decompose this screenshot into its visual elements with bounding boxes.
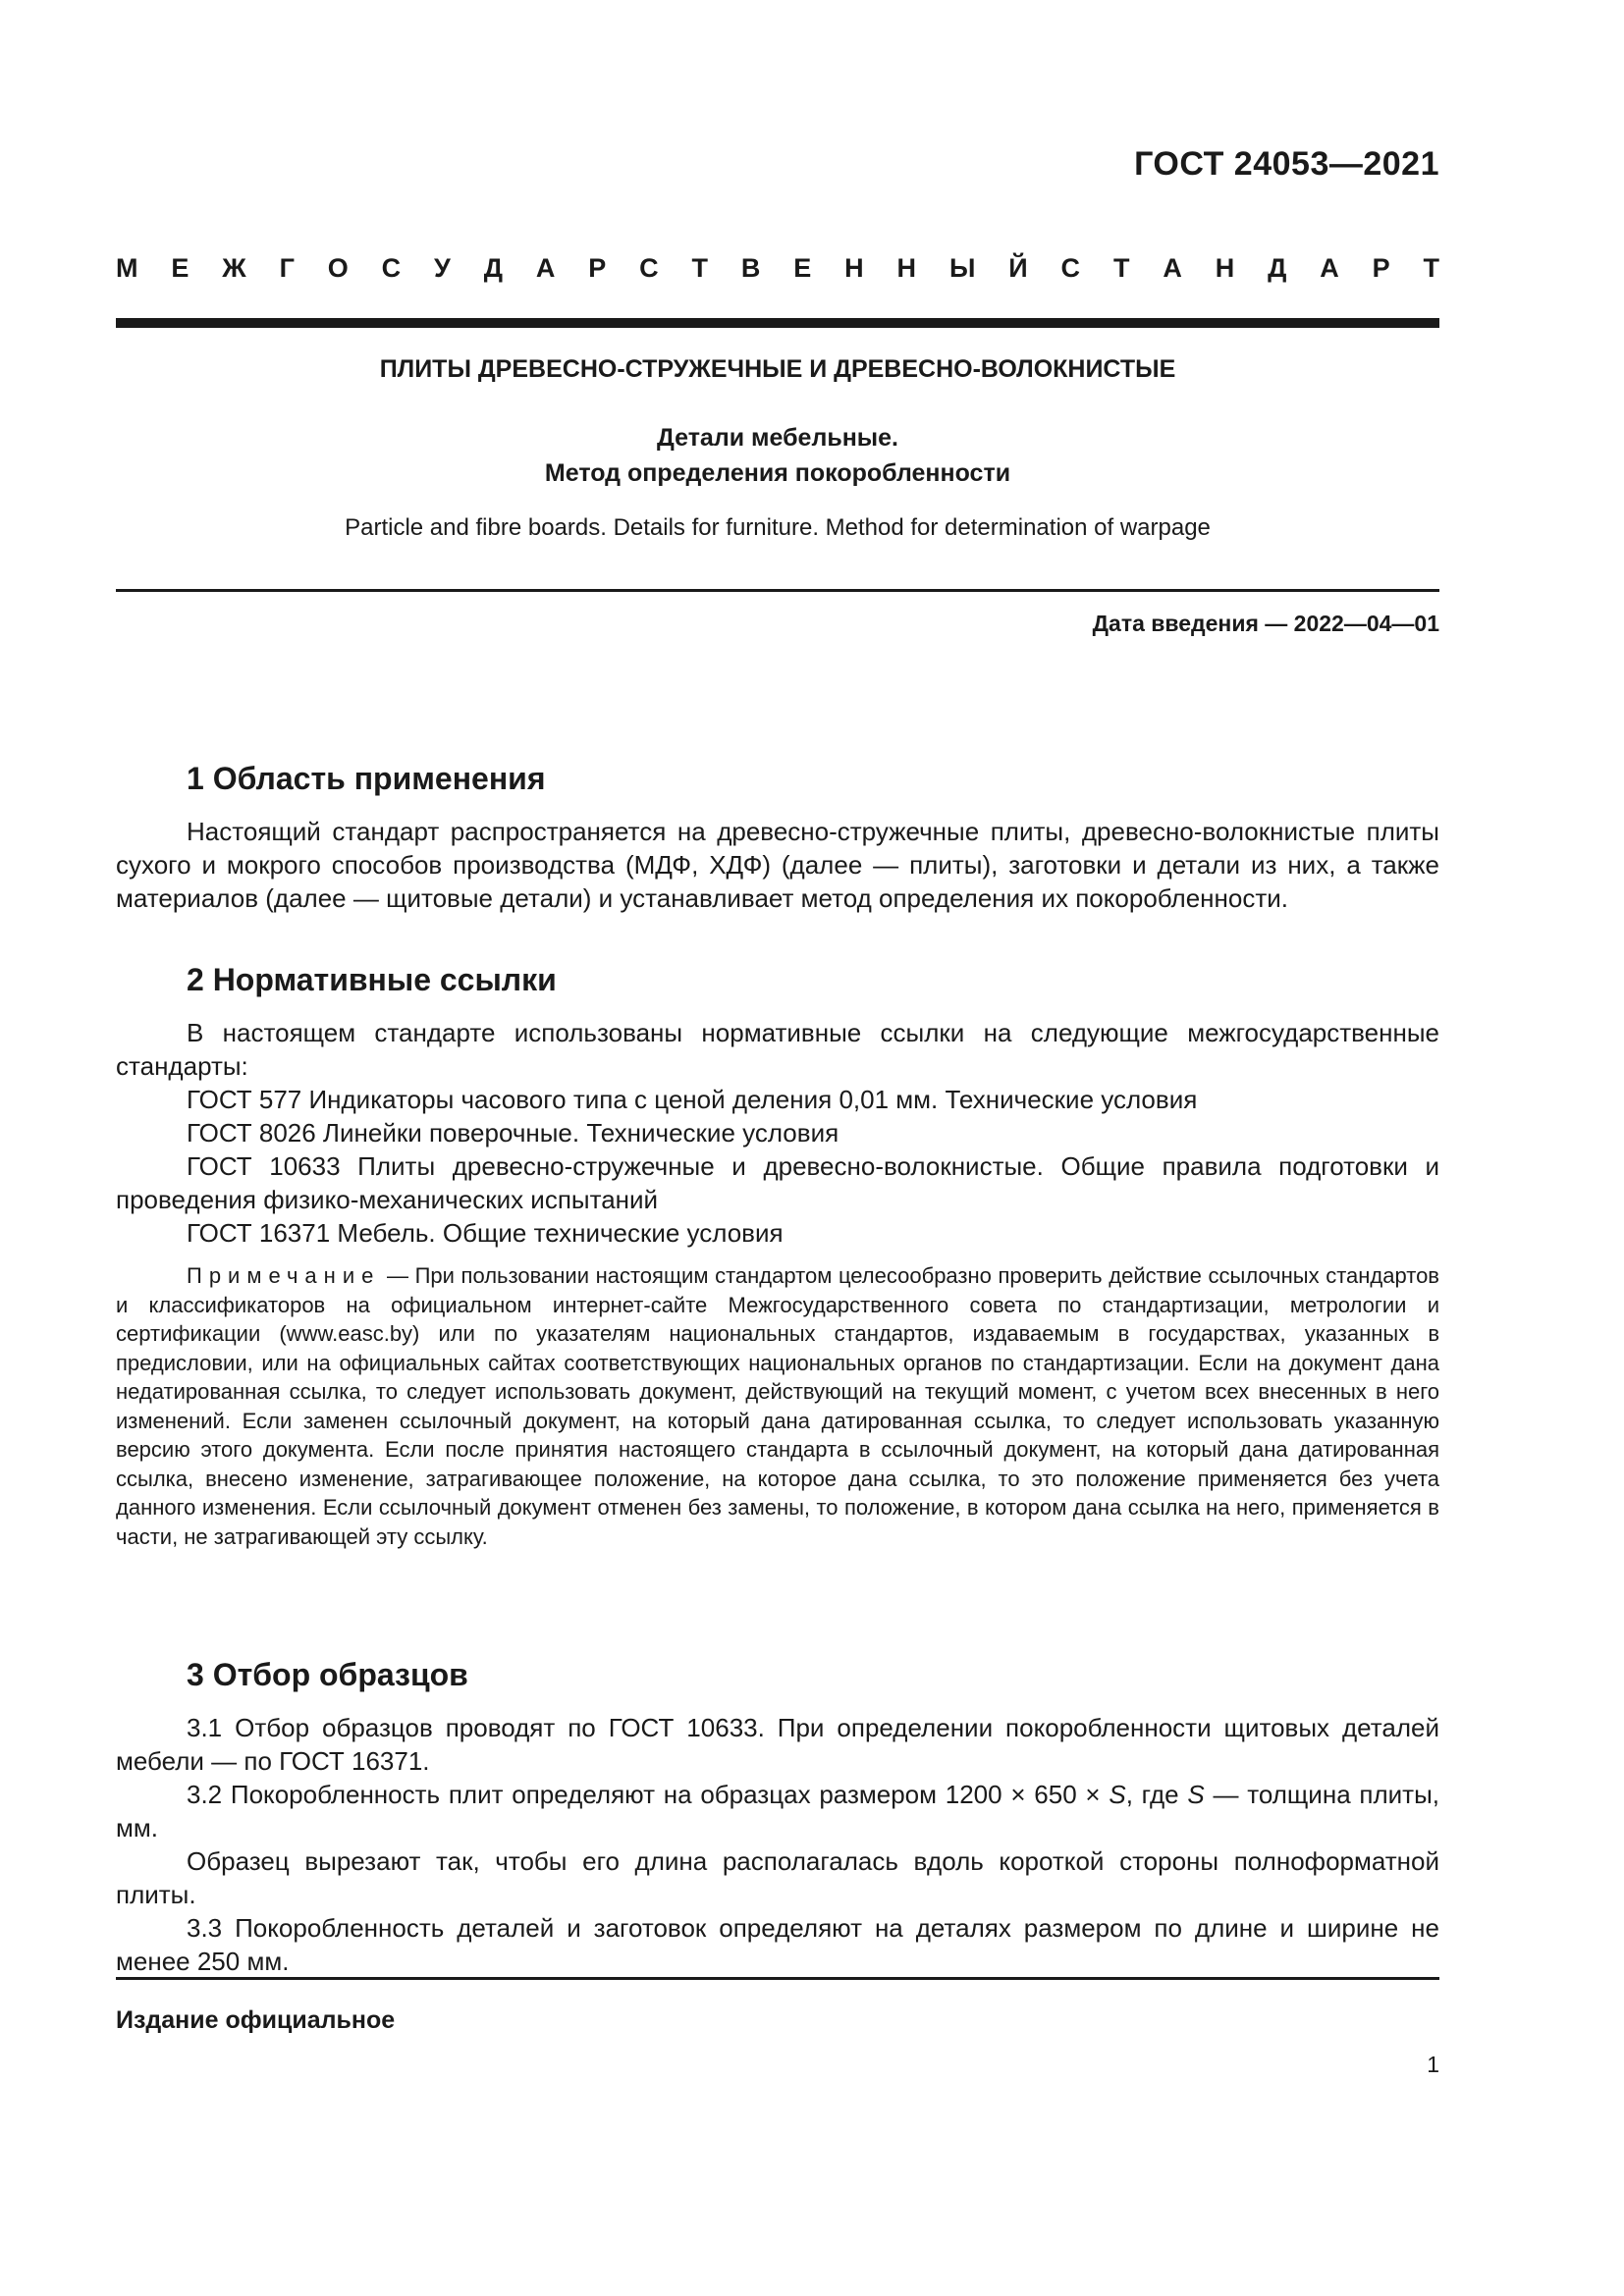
- section-normative-references: [116, 962, 1439, 1551]
- section-heading: 2 Нормативные ссылки: [187, 962, 557, 997]
- section-paragraph: Образец вырезают так, чтобы его длина располагалась вдоль короткой стороны полноформатной плиты.: [116, 1846, 1439, 1909]
- edition-label: Издание официальное: [116, 2006, 396, 2034]
- reference-item: ГОСТ 8026 Линейки поверочные. Технические условия: [187, 1118, 839, 1148]
- subtitle-line-2: Метод определения покоробленности: [544, 459, 1011, 487]
- reference-item: ГОСТ 16371 Мебель. Общие технические условия: [187, 1218, 784, 1248]
- section-paragraph: Настоящий стандарт распространяется на древесно-стружечные плиты, древесно-волокнистые плиты сухого и мокрого способов производства (МДФ, ХДФ) (далее — плиты), заготовки и детали из них, а также материалов (далее — щитовые детали) и устанавливает метод определения их покоробленности.: [116, 817, 1439, 913]
- introduction-date: Дата введения — 2022—04—01: [1092, 611, 1439, 636]
- section-paragraph: 3.3 Покоробленность деталей и заготовок определяют на деталях размером по длине и ширине не менее 250 мм.: [116, 1913, 1439, 1976]
- title-divider: [116, 589, 1439, 592]
- section-scope: [116, 761, 1439, 915]
- reference-item: ГОСТ 10633 Плиты древесно-стружечные и древесно-волокнистые. Общие правила подготовки и проведения физико-механических испытаний: [116, 1151, 1439, 1214]
- english-title: Particle and fibre boards. Details for furniture. Method for determination of warpage: [345, 514, 1211, 541]
- subtitle-line-1: Детали мебельные.: [657, 424, 898, 452]
- note-text: — При пользовании настоящим стандартом целесообразно проверить действие ссылочных стандартов и классификаторов на официальном интернет-сайте Межгосударственного совета по стандартизации, метрологии и сертификации (www.easc.by) или по указателям национальных стандартов, издаваемым в государствах, указанных в предисловии, или на официальных сайтах соответствующих национальных органов по стандартизации. Если на документ дана недатированная ссылка, то следует использовать документ, действующий на текущий момент, с учетом всех внесенных в него изменений. Если заменен ссылочный документ, на который дана датированная ссылка, то следует использовать указанную версию этого документа. Если после принятия настоящего стандарта в ссылочный документ, на который дана датированная ссылка, внесено изменение, затрагивающее положение, на которое дана ссылка, то это положение применяется без учета данного изменения. Если ссылочный документ отменен без замены, то положение, в котором дана ссылка на него, применяется в части, не затрагивающей эту ссылку.: [116, 1263, 1439, 1549]
- document-title: ПЛИТЫ ДРЕВЕСНО-СТРУЖЕЧНЫЕ И ДРЕВЕСНО-ВОЛОКНИСТЫЕ: [379, 355, 1176, 383]
- document-subtitle: [116, 420, 1439, 491]
- standard-type: М Е Ж Г О С У Д А Р С Т В Е Н Н Ы Й С Т А Н Д А Р Т: [116, 253, 1439, 283]
- document-number: ГОСТ 24053—2021: [1134, 145, 1439, 183]
- page-number: 1: [1427, 2052, 1439, 2077]
- section-heading: 3 Отбор образцов: [187, 1657, 468, 1692]
- section-paragraph: 3.2 Покоробленность плит определяют на образцах размером 1200 × 650 × S, где S — толщина плиты, мм.: [116, 1780, 1439, 1842]
- note: [116, 1261, 1439, 1551]
- section-paragraph: В настоящем стандарте использованы нормативные ссылки на следующие межгосударственные стандарты:: [116, 1018, 1439, 1081]
- section-heading: 1 Область применения: [187, 761, 546, 796]
- note-label: Примечание: [187, 1263, 381, 1288]
- section-paragraph: 3.1 Отбор образцов проводят по ГОСТ 10633. При определении покоробленности щитовых деталей мебели — по ГОСТ 16371.: [116, 1713, 1439, 1776]
- reference-item: ГОСТ 577 Индикаторы часового типа с ценой деления 0,01 мм. Технические условия: [187, 1085, 1198, 1114]
- footer-divider: [116, 1977, 1439, 1980]
- header-divider: [116, 318, 1439, 328]
- section-sampling: [116, 1657, 1439, 1978]
